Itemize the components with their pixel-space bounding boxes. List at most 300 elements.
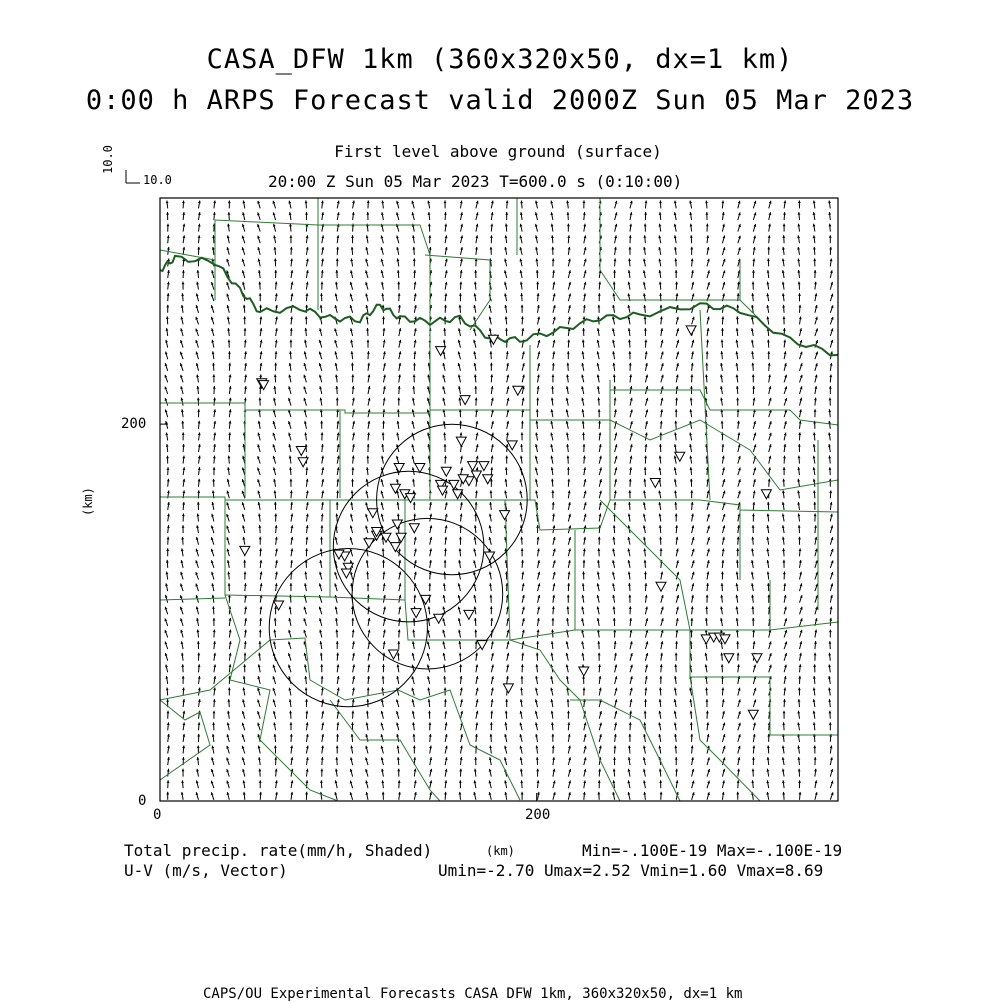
wind-vector [320, 537, 323, 545]
wind-vector [769, 653, 772, 661]
wind-vector [614, 409, 617, 417]
wind-vector [319, 363, 322, 371]
station-marker [296, 447, 306, 456]
wind-vector [291, 537, 294, 545]
wind-vector [258, 769, 261, 777]
wind-vector [535, 201, 538, 209]
wind-vector [275, 525, 278, 533]
wind-vector [365, 282, 368, 290]
wind-vector [566, 201, 569, 209]
wind-vector [444, 792, 447, 800]
wind-vector [707, 502, 710, 510]
wind-vector [597, 572, 600, 580]
wind-vector [198, 421, 201, 429]
wind-vector [584, 270, 587, 278]
wind-vector [676, 780, 679, 788]
wind-vector [535, 444, 538, 452]
wind-vector [736, 641, 739, 649]
wind-vector [414, 560, 417, 568]
wind-vector [165, 398, 168, 406]
wind-vector [428, 224, 431, 232]
wind-vector [537, 595, 540, 603]
wind-vector [798, 757, 801, 765]
wind-vector [180, 340, 183, 348]
wind-vector [828, 212, 831, 220]
wind-vector [537, 305, 540, 313]
wind-vector [167, 757, 170, 765]
wind-vector [536, 421, 539, 429]
wind-vector [489, 305, 492, 313]
wind-vector [460, 502, 463, 510]
wind-vector [321, 502, 324, 510]
wind-vector [414, 340, 417, 348]
wind-vector [414, 549, 417, 557]
wind-vector [290, 734, 293, 742]
wind-vector [535, 699, 538, 707]
wind-vector [721, 201, 724, 209]
wind-vector [582, 653, 585, 661]
wind-vector [258, 514, 261, 522]
wind-vector [229, 398, 232, 406]
wind-vector [334, 792, 337, 800]
wind-vector [273, 456, 276, 464]
wind-vector [473, 595, 476, 603]
wind-vector [259, 630, 262, 638]
wind-vector [645, 665, 648, 673]
wind-vector [414, 792, 417, 800]
wind-vector [335, 293, 338, 301]
wind-vector [753, 201, 756, 209]
wind-vector [319, 607, 322, 615]
wind-vector [227, 792, 230, 800]
wind-vector [722, 723, 725, 731]
wind-vector [352, 212, 355, 220]
wind-vector [599, 479, 602, 487]
wind-vector [337, 479, 340, 487]
wind-vector [304, 664, 307, 672]
wind-vector [566, 665, 569, 673]
wind-vector [630, 433, 633, 441]
wind-vector [167, 525, 170, 533]
wind-vector [798, 456, 801, 464]
wind-vector [334, 340, 337, 348]
wind-vector [182, 688, 185, 696]
wind-vector [366, 235, 369, 243]
wind-vector [226, 294, 229, 302]
wind-vector [722, 769, 725, 777]
wind-vector [306, 537, 309, 545]
wind-vector [828, 433, 831, 441]
wind-vector [658, 247, 661, 255]
wind-vector [227, 224, 230, 232]
wind-vector [319, 618, 322, 626]
wind-vector [736, 630, 739, 638]
wind-vector [244, 363, 247, 371]
wind-vector [707, 757, 710, 765]
wind-vector [289, 456, 292, 464]
wind-vector [491, 444, 494, 452]
wind-vector [581, 375, 584, 383]
wind-vector [259, 618, 262, 626]
wind-vector [289, 467, 292, 475]
wind-vector [414, 780, 417, 788]
wind-vector [274, 746, 277, 754]
wind-vector [552, 746, 555, 754]
wind-vector [782, 514, 785, 522]
wind-vector [690, 711, 693, 719]
wind-vector [396, 433, 399, 441]
wind-vector [782, 479, 785, 487]
wind-vector [568, 270, 571, 278]
wind-vector [213, 433, 216, 441]
wind-vector [584, 746, 587, 754]
wind-vector [567, 479, 570, 487]
title-line-1: CASA_DFW 1km (360x320x50, dx=1 km) [0, 46, 1000, 73]
wind-vector [383, 398, 386, 406]
wind-vector [212, 479, 215, 487]
wind-vector [414, 293, 417, 301]
wind-vector [226, 514, 229, 522]
wind-vector [319, 583, 322, 591]
wind-vector [751, 583, 754, 591]
wind-vector [628, 270, 631, 278]
wind-vector [767, 258, 770, 266]
wind-vector [428, 583, 431, 591]
wind-vector [473, 792, 476, 800]
wind-vector [429, 560, 432, 568]
wind-vector [597, 351, 600, 359]
wind-vector [782, 792, 785, 800]
wind-vector [522, 630, 525, 638]
wind-vector [813, 479, 816, 487]
wind-vector [228, 363, 231, 371]
precip-legend-label: Total precip. rate(mm/h, Shaded) [124, 843, 432, 859]
wind-vector [257, 734, 260, 742]
station-marker [579, 667, 589, 676]
wind-vector [692, 340, 695, 348]
wind-vector [676, 630, 679, 638]
wind-vector [505, 479, 508, 487]
wind-vector [351, 235, 354, 243]
wind-vector [428, 699, 431, 707]
wind-vector [567, 722, 570, 730]
wind-vector [830, 340, 833, 348]
wind-vector [536, 398, 539, 406]
wind-vector [257, 479, 260, 487]
wind-vector [506, 351, 509, 359]
wind-vector [676, 375, 679, 383]
wind-vector [229, 641, 232, 649]
wind-vector [460, 212, 463, 220]
wind-vector [552, 606, 555, 614]
wind-vector [198, 224, 201, 232]
wind-vector [460, 467, 463, 475]
wind-vector [551, 734, 554, 742]
wind-vector [737, 537, 740, 545]
wind-vector [475, 641, 478, 649]
wind-vector [213, 688, 216, 696]
wind-vector [259, 780, 262, 788]
wind-vector [736, 398, 739, 406]
wind-vector [399, 583, 402, 591]
wind-vector [674, 734, 677, 742]
wind-vector [443, 572, 446, 580]
wind-vector [537, 780, 540, 788]
wind-vector [505, 224, 508, 232]
wind-vector [784, 375, 787, 383]
wind-vector [551, 722, 554, 730]
wind-vector [257, 676, 260, 684]
wind-vector [553, 305, 556, 313]
wind-vector [352, 421, 355, 429]
wind-vector [398, 293, 401, 301]
wind-vector [411, 676, 414, 684]
wind-vector [397, 259, 400, 267]
wind-vector [336, 746, 339, 754]
wind-vector [427, 433, 430, 441]
wind-vector [520, 293, 523, 301]
station-marker [500, 511, 510, 520]
wind-vector [629, 247, 632, 255]
wind-vector [275, 328, 278, 336]
wind-vector [674, 421, 677, 429]
wind-vector [598, 409, 601, 417]
wind-vector [661, 607, 664, 615]
wind-vector [383, 572, 386, 580]
wind-vector [550, 212, 553, 220]
wind-vector [584, 734, 587, 742]
wind-vector [182, 444, 185, 452]
wind-vector [227, 317, 230, 325]
wind-vector [782, 502, 785, 510]
wind-vector [490, 363, 493, 371]
wind-vector [582, 409, 585, 417]
wind-vector [336, 502, 339, 510]
wind-vector [383, 386, 386, 394]
wind-vector [737, 780, 740, 788]
wind-vector [460, 456, 463, 464]
wind-vector [474, 282, 477, 290]
wind-vector [798, 780, 801, 788]
wind-vector [476, 711, 479, 719]
wind-vector [213, 630, 216, 638]
wind-vector [196, 537, 199, 545]
wind-vector [475, 734, 478, 742]
wind-vector [227, 723, 230, 731]
wind-vector [413, 746, 416, 754]
wind-vector [766, 548, 769, 556]
wind-vector [444, 780, 447, 788]
wind-vector [829, 398, 832, 406]
wind-vector [182, 247, 185, 255]
wind-vector [227, 305, 230, 313]
wind-vector [227, 328, 230, 336]
wind-vector [290, 317, 293, 325]
wind-vector [244, 595, 247, 603]
wind-vector [367, 200, 370, 208]
wind-vector [690, 490, 693, 498]
wind-vector [615, 201, 618, 209]
wind-vector [180, 584, 183, 592]
wind-vector [520, 224, 523, 232]
wind-vector [674, 224, 677, 232]
wind-vector [566, 409, 569, 417]
wind-vector [211, 340, 214, 348]
wind-vector [412, 722, 415, 730]
wind-vector [165, 421, 168, 429]
wind-vector [707, 572, 710, 580]
wind-vector [767, 746, 770, 754]
wind-vector [520, 780, 523, 788]
wind-vector [412, 247, 415, 255]
wind-vector [228, 699, 231, 707]
wind-vector [305, 548, 308, 556]
wind-vector [412, 479, 415, 487]
wind-vector [675, 409, 678, 417]
wind-vector [336, 734, 339, 742]
wind-vector [197, 514, 200, 522]
wind-vector [628, 572, 631, 580]
wind-vector [769, 398, 772, 406]
wind-vector [769, 433, 772, 441]
wind-vector [335, 769, 338, 777]
wind-vector [736, 572, 739, 580]
wind-vector [458, 328, 461, 336]
wind-vector [784, 630, 787, 638]
wind-vector [813, 676, 816, 684]
wind-vector [753, 398, 756, 406]
wind-vector [475, 722, 478, 730]
wind-vector [722, 699, 725, 707]
wind-vector [628, 351, 631, 359]
wind-vector [427, 688, 430, 696]
wind-vector [180, 363, 183, 371]
wind-vector [334, 583, 337, 591]
wind-vector [381, 699, 384, 707]
wind-vector [460, 676, 463, 684]
wind-vector [705, 606, 708, 614]
wind-vector [597, 641, 600, 649]
wind-vector [782, 722, 785, 730]
wind-vector [443, 351, 446, 359]
wind-vector [290, 757, 293, 765]
wind-vector [521, 305, 524, 313]
wind-vector [273, 711, 276, 719]
wind-vector [213, 467, 216, 475]
wind-vector [798, 769, 801, 777]
wind-vector [350, 270, 353, 278]
wind-vector [165, 630, 168, 638]
wind-vector [720, 363, 723, 371]
wind-vector [615, 224, 618, 232]
wind-vector [351, 618, 354, 626]
wind-vector [212, 606, 215, 614]
wind-vector [491, 201, 494, 209]
wind-vector [627, 537, 630, 545]
wind-vector [320, 653, 323, 661]
wind-vector [643, 270, 646, 278]
wind-vector [753, 433, 756, 441]
wind-vector [799, 328, 802, 336]
wind-vector [275, 548, 278, 556]
wind-vector [181, 421, 184, 429]
wind-vector [412, 630, 415, 638]
wind-vector [628, 340, 631, 348]
wind-vector [306, 722, 309, 730]
wind-vector [705, 363, 708, 371]
wind-vector [690, 398, 693, 406]
wind-vector [753, 236, 756, 244]
wind-vector [736, 583, 739, 591]
wind-vector [273, 235, 276, 243]
wind-vector [443, 653, 446, 661]
wind-vector [520, 282, 523, 290]
wind-vector [675, 514, 678, 522]
wind-vector [613, 270, 616, 278]
wind-vector [552, 502, 555, 510]
wind-vector [798, 444, 801, 452]
wind-vector [381, 491, 384, 499]
wind-vector [180, 630, 183, 638]
wind-vector [830, 294, 833, 302]
wind-vector [767, 514, 770, 522]
wind-vector [165, 618, 168, 626]
wind-vector [445, 734, 448, 742]
wind-vector [535, 247, 538, 255]
wind-vector [582, 351, 585, 359]
wind-vector [584, 514, 587, 522]
wind-vector [273, 201, 276, 209]
wind-vector [182, 525, 185, 533]
wind-vector [336, 258, 339, 266]
wind-vector [613, 757, 616, 765]
wind-vector [661, 398, 664, 406]
wind-vector [195, 340, 198, 348]
wind-vector [722, 780, 725, 788]
wind-vector [674, 722, 677, 730]
wind-vector [476, 433, 479, 441]
wind-vector [476, 699, 479, 707]
wind-vector [412, 386, 415, 394]
wind-vector [568, 734, 571, 742]
wind-vector [691, 363, 694, 371]
wind-vector [273, 479, 276, 487]
wind-vector [535, 491, 538, 499]
wind-vector [599, 444, 602, 452]
wind-vector [813, 247, 816, 255]
wind-vector [365, 247, 368, 255]
wind-vector [659, 688, 662, 696]
wind-vector [257, 468, 260, 476]
wind-vector [227, 479, 230, 487]
reference-vector-u-label: 10.0 [143, 174, 172, 186]
wind-vector [658, 734, 661, 742]
wind-vector [582, 432, 585, 440]
wind-vector [505, 722, 508, 730]
wind-vector [321, 757, 324, 765]
wind-vector [521, 432, 524, 440]
wind-vector [366, 711, 369, 719]
wind-vector [351, 479, 354, 487]
wind-vector [458, 363, 461, 371]
wind-vector [659, 537, 662, 545]
wind-vector [721, 340, 724, 348]
wind-vector [412, 711, 415, 719]
station-marker [513, 386, 523, 395]
wind-vector [166, 316, 169, 324]
wind-vector [828, 664, 831, 672]
wind-vector [722, 688, 725, 696]
